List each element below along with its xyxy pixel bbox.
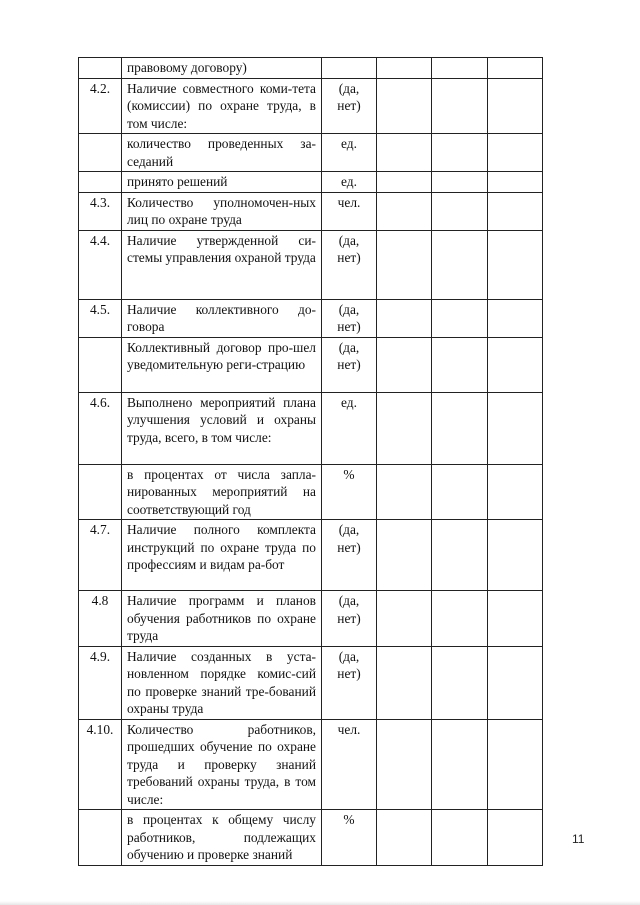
table-row <box>79 464 543 520</box>
unit-cell: (да, нет) <box>322 299 377 337</box>
indicator-name: количество проведенных за-седаний <box>122 134 322 172</box>
value-cell <box>377 392 432 464</box>
unit-cell: % <box>322 464 377 520</box>
unit-cell: (да, нет) <box>322 591 377 647</box>
row-number: 4.10. <box>79 719 122 810</box>
row-number: 4.2. <box>79 78 122 134</box>
row-number <box>79 172 122 193</box>
row-number: 4.4. <box>79 230 122 299</box>
value-cell <box>432 78 488 134</box>
value-cell <box>488 591 543 647</box>
scan-edge-divider <box>0 901 640 905</box>
table-row <box>79 192 543 230</box>
indicators-table <box>78 57 543 866</box>
value-cell <box>432 230 488 299</box>
value-cell <box>377 299 432 337</box>
value-cell <box>432 172 488 193</box>
value-cell <box>488 78 543 134</box>
value-cell <box>432 192 488 230</box>
value-cell <box>377 520 432 591</box>
value-cell <box>488 810 543 866</box>
table-row <box>79 591 543 647</box>
value-cell <box>377 230 432 299</box>
unit-cell: (да, нет) <box>322 646 377 719</box>
value-cell <box>432 646 488 719</box>
table-row <box>79 78 543 134</box>
value-cell <box>377 172 432 193</box>
value-cell <box>377 337 432 392</box>
indicator-name: правовому договору) <box>122 58 322 79</box>
unit-cell: (да, нет) <box>322 520 377 591</box>
value-cell <box>432 810 488 866</box>
indicator-name: Количество уполномочен-ных лиц по охране труда <box>122 192 322 230</box>
value-cell <box>377 719 432 810</box>
page-number: 11 <box>572 832 585 846</box>
indicator-name: Наличие коллективного до-говора <box>122 299 322 337</box>
indicator-name: Наличие полного комплекта инструкций по охране труда по профессиям и видам ра-бот <box>122 520 322 591</box>
unit-cell: ед. <box>322 134 377 172</box>
table-row <box>79 392 543 464</box>
indicator-name: Коллективный договор про-шел уведомительную реги-страцию <box>122 337 322 392</box>
unit-cell: (да, нет) <box>322 230 377 299</box>
unit-cell <box>322 58 377 79</box>
value-cell <box>488 172 543 193</box>
value-cell <box>432 58 488 79</box>
table-row <box>79 230 543 299</box>
row-number: 4.9. <box>79 646 122 719</box>
indicators-table-body <box>79 58 543 866</box>
table-row <box>79 520 543 591</box>
value-cell <box>488 134 543 172</box>
value-cell <box>377 464 432 520</box>
unit-cell: чел. <box>322 719 377 810</box>
value-cell <box>432 392 488 464</box>
row-number <box>79 58 122 79</box>
table-row <box>79 299 543 337</box>
row-number <box>79 134 122 172</box>
unit-cell: % <box>322 810 377 866</box>
value-cell <box>432 134 488 172</box>
value-cell <box>488 299 543 337</box>
row-number: 4.7. <box>79 520 122 591</box>
value-cell <box>432 299 488 337</box>
indicator-name: Наличие созданных в уста-новленном порядке комис-сий по проверке знаний тре-бований охраны труда <box>122 646 322 719</box>
table-row <box>79 58 543 79</box>
value-cell <box>488 520 543 591</box>
unit-cell: чел. <box>322 192 377 230</box>
indicator-name: Выполнено мероприятий плана улучшения условий и охраны труда, всего, в том числе: <box>122 392 322 464</box>
value-cell <box>488 58 543 79</box>
row-number <box>79 810 122 866</box>
unit-cell: (да, нет) <box>322 78 377 134</box>
value-cell <box>432 520 488 591</box>
value-cell <box>488 337 543 392</box>
value-cell <box>488 230 543 299</box>
unit-cell: ед. <box>322 392 377 464</box>
value-cell <box>377 591 432 647</box>
row-number <box>79 337 122 392</box>
value-cell <box>488 646 543 719</box>
indicator-name: Наличие совместного коми-тета (комиссии) по охране труда, в том числе: <box>122 78 322 134</box>
value-cell <box>488 719 543 810</box>
row-number: 4.6. <box>79 392 122 464</box>
value-cell <box>432 591 488 647</box>
table-row <box>79 646 543 719</box>
value-cell <box>432 464 488 520</box>
value-cell <box>488 192 543 230</box>
value-cell <box>488 392 543 464</box>
table-row <box>79 810 543 866</box>
table-row <box>79 337 543 392</box>
value-cell <box>377 58 432 79</box>
value-cell <box>377 78 432 134</box>
indicator-name: в процентах от числа запла-нированных мероприятий на соответствующий год <box>122 464 322 520</box>
value-cell <box>377 810 432 866</box>
value-cell <box>377 134 432 172</box>
unit-cell: (да, нет) <box>322 337 377 392</box>
unit-cell: ед. <box>322 172 377 193</box>
indicator-name: Наличие утвержденной си-стемы управления охраной труда <box>122 230 322 299</box>
row-number: 4.3. <box>79 192 122 230</box>
row-number <box>79 464 122 520</box>
table-row <box>79 172 543 193</box>
value-cell <box>432 337 488 392</box>
table-row <box>79 134 543 172</box>
value-cell <box>488 464 543 520</box>
indicator-name: Количество работников, прошедших обучение по охране труда и проверку знаний требований охраны труда, в том числе: <box>122 719 322 810</box>
value-cell <box>432 719 488 810</box>
value-cell <box>377 646 432 719</box>
row-number: 4.5. <box>79 299 122 337</box>
indicator-name: Наличие программ и планов обучения работников по охране труда <box>122 591 322 647</box>
indicator-name: в процентах к общему числу работников, подлежащих обучению и проверке знаний <box>122 810 322 866</box>
row-number: 4.8 <box>79 591 122 647</box>
value-cell <box>377 192 432 230</box>
table-row <box>79 719 543 810</box>
indicator-name: принято решений <box>122 172 322 193</box>
